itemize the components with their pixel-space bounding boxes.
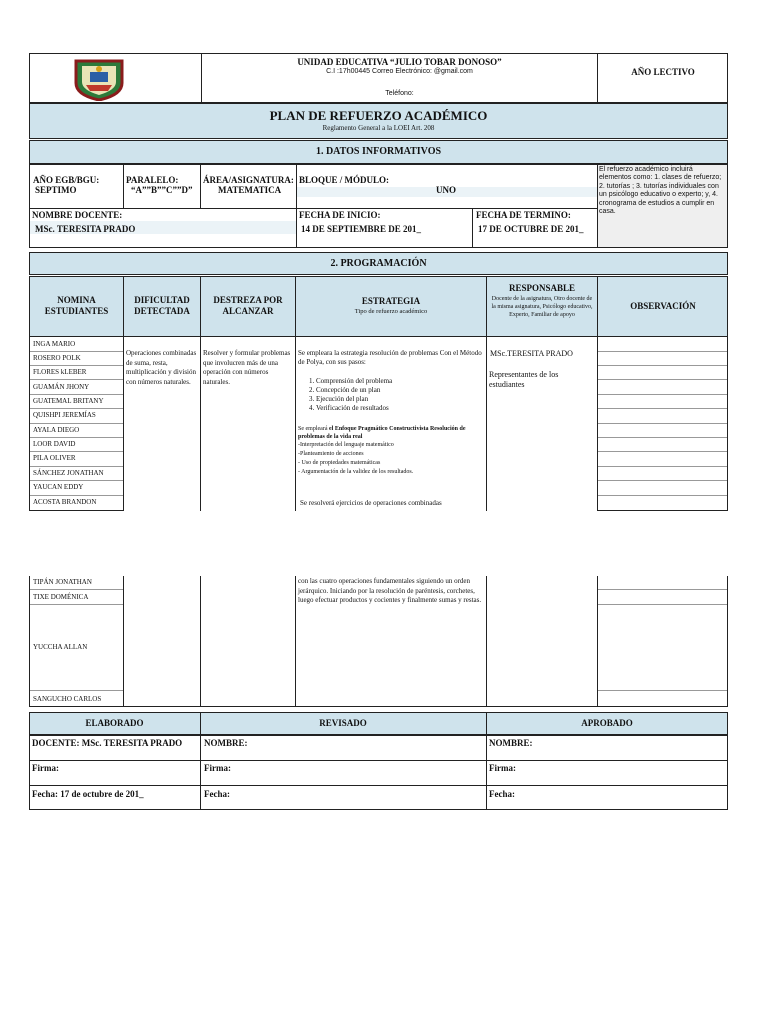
- enfoque-bold: el Enfoque Pragmático Constructivista Resolución de problemas de la vida real: [298, 426, 466, 440]
- refuerzo-note: El refuerzo académico incluirá elementos como: 1. clases de refuerzo; 2. tutorías ; 3. tutorías individuales con un psicólogo educativo o experto; y, 4. cronograma de estudios a cumplir en casa.: [599, 166, 722, 216]
- signature-fecha-elaborado: Fecha: 17 de octubre de 201_: [32, 789, 144, 799]
- grade-value: SEPTIMO: [35, 185, 77, 195]
- school-name: UNIDAD EDUCATIVA “JULIO TOBAR DONOSO”: [297, 57, 502, 67]
- student-name: ROSERO POLK: [33, 354, 81, 362]
- enfoque-item: - Argumentación de la validez de los resultados.: [298, 469, 414, 475]
- signature-nombre-revisado: NOMBRE:: [204, 738, 248, 748]
- skill-text: Resolver y formular problemas que involucren más de una operación con números naturales.: [203, 349, 291, 386]
- signature-firma-revisado: Firma:: [204, 763, 231, 773]
- student-name: PILA OLIVER: [33, 454, 76, 462]
- enfoque-pre: Se empleará: [298, 426, 328, 432]
- student-name: GUAMÁN JHONY: [33, 383, 90, 391]
- elaborado-label: ELABORADO: [85, 718, 144, 728]
- end-date-label: FECHA DE TERMINO:: [476, 210, 571, 220]
- strategy-steps: [290, 377, 484, 413]
- responsible-teacher: MSc.TERESITA PRADO: [490, 349, 573, 358]
- enfoque-item: - Uso de propiedades matemáticas: [298, 460, 381, 466]
- end-date-value: 17 DE OCTUBRE DE 201_: [478, 224, 584, 234]
- teacher-label: NOMBRE DOCENTE:: [32, 210, 123, 220]
- col-skill: DESTREZA POR ALCANZAR: [213, 295, 283, 316]
- student-name: TIPÁN JONATHAN: [33, 578, 92, 586]
- difficulty-text: Operaciones combinadas de suma, resta, multiplicación y división con números naturales.: [126, 349, 197, 386]
- revisado-label: REVISADO: [319, 718, 367, 728]
- signature-docente: DOCENTE: MSc. TERESITA PRADO: [32, 738, 183, 748]
- col-responsible-sub: Docente de la asignatura, Otro docente de la misma asignatura, Psicólogo educativo, Experto, Familiar de apoyo: [491, 296, 593, 318]
- student-name: SANGUCHO CARLOS: [33, 695, 102, 703]
- student-name: FLORES kLEBER: [33, 368, 87, 376]
- school-phone: Teléfono:: [385, 90, 414, 97]
- col-difficulty: DIFICULTAD DETECTADA: [134, 295, 190, 316]
- school-crest-logo: [72, 55, 126, 101]
- parallel-value: “A””B””C””D”: [131, 185, 193, 195]
- student-name: SÁNCHEZ JONATHAN: [33, 469, 104, 477]
- school-contact: C.I :17h00445 Correo Electrónico: @gmail.com: [326, 68, 473, 75]
- plan-title: PLAN DE REFUERZO ACADÉMICO: [269, 108, 488, 123]
- teacher-value: MSc. TERESITA PRADO: [35, 224, 136, 234]
- parallel-label: PARALELO:: [126, 175, 179, 185]
- student-name: INGA MARIO: [33, 340, 76, 348]
- responsible-parents: Representantes de los estudiantes: [489, 370, 559, 389]
- student-name: YUCCHA ALLAN: [33, 643, 88, 651]
- enfoque-item: -Interpretación del lenguaje matemático: [298, 442, 394, 448]
- strategy-tail: Se resolverá ejercicios de operaciones combinadas: [300, 499, 442, 507]
- col-strategy: ESTRATEGIA: [361, 296, 421, 306]
- signature-firma-aprobado: Firma:: [489, 763, 516, 773]
- school-year-label: AÑO LECTIVO: [631, 67, 695, 77]
- start-date-label: FECHA DE INICIO:: [299, 210, 381, 220]
- student-name: LOOR DAVID: [33, 440, 76, 448]
- col-students: NOMINA ESTUDIANTES: [44, 295, 109, 316]
- strategy-step: 4. Verificación de resultados: [316, 404, 484, 413]
- strategy-step: 2. Concepción de un plan: [316, 386, 484, 395]
- section1-title: 1. DATOS INFORMATIVOS: [315, 146, 442, 157]
- col-observation: OBSERVACIÓN: [630, 301, 696, 311]
- enfoque-text: [298, 425, 484, 441]
- signature-fecha-aprobado: Fecha:: [489, 789, 515, 799]
- student-name: GUATEMAL BRITANY: [33, 397, 104, 405]
- signature-fecha-revisado: Fecha:: [204, 789, 230, 799]
- enfoque-item: -Planteamiento de acciones: [298, 451, 364, 457]
- strategy-intro: Se empleara la estrategia resolución de problemas Con el Método de Polya, con sus pasos:: [298, 349, 482, 366]
- grade-label: AÑO EGB/BGU:: [33, 175, 100, 185]
- student-name: ACOSTA BRANDON: [33, 498, 97, 506]
- strategy-continuation: con las cuatro operaciones fundamentales siguiendo un orden jerárquico. Iniciando por la resolución de paréntesis, corchetes, luego efectuar productos y cocientes y finalmente sumas y restas.: [298, 577, 482, 604]
- strategy-step: 3. Ejecución del plan: [316, 395, 484, 404]
- student-name: AYALA DIEGO: [33, 426, 80, 434]
- student-name: QUISHPI JEREMÍAS: [33, 411, 96, 419]
- aprobado-label: APROBADO: [581, 718, 633, 728]
- section2-title: 2. PROGRAMACIÓN: [330, 258, 427, 269]
- subject-label: ÁREA/ASIGNATURA:: [203, 175, 294, 185]
- block-value: UNO: [436, 185, 456, 195]
- student-name: TIXE DOMÉNICA: [33, 593, 89, 601]
- strategy-step: 1. Comprensión del problema: [316, 377, 484, 386]
- subject-value: MATEMATICA: [218, 185, 282, 195]
- plan-subtitle: Reglamento General a la LOEI Art. 208: [322, 124, 435, 132]
- student-name: YAUCAN EDDY: [33, 483, 84, 491]
- start-date-value: 14 DE SEPTIEMBRE DE 201_: [301, 224, 422, 234]
- col-responsible: RESPONSABLE: [508, 283, 576, 293]
- col-strategy-sub: Tipo de refuerzo académico: [354, 308, 428, 315]
- signature-firma-elaborado: Firma:: [32, 763, 59, 773]
- block-label: BLOQUE / MÓDULO:: [299, 175, 390, 185]
- signature-nombre-aprobado: NOMBRE:: [489, 738, 533, 748]
